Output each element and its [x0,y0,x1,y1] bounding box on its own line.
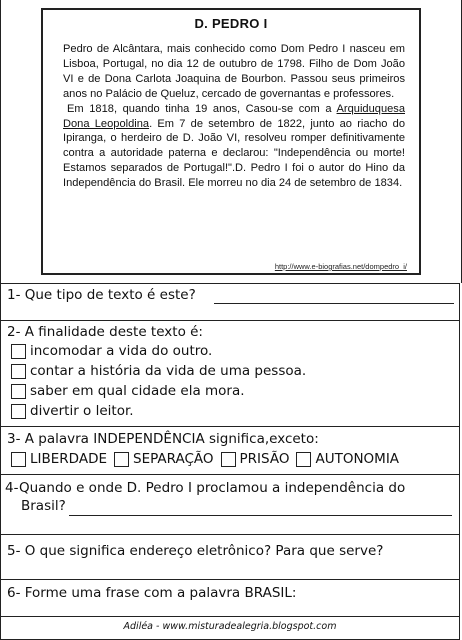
link-arquiduquesa[interactable]: Arquiduquesa [336,102,405,115]
question-4 [0,474,460,534]
option-label: incomodar a vida do outro. [30,343,213,359]
reading-section [0,0,462,283]
option-2-1[interactable] [11,343,212,359]
option-3-3[interactable] [221,451,290,467]
paragraph-2-end: . Em 7 de setembro de 1822, junto ao riacho do Ipiranga, o herdeiro de D. João VI, resolveu romper definitivamente contra a autoridade paterna e declarou: "Independência ou morte! Estamos separados de Portugal!".D. Pedro I foi o autor do Hino da Independência do Brasil. Ele morreu no dia 24 de setembro de 1834. [63,117,405,190]
option-label: AUTONOMIA [315,451,400,467]
question-4-line-1: 4-Quando e onde D. Pedro I proclamou a independência do [5,480,406,496]
paragraph-2-start: Em 1818, quando tinha 19 anos, Casou-se com a [67,102,337,115]
option-3-1[interactable] [11,451,107,467]
question-3 [0,426,460,474]
question-2-text: 2- A finalidade deste texto é: [7,324,203,340]
source-link[interactable]: http://www.e-biografias.net/dompedro_i/ [274,262,407,271]
checkbox[interactable] [11,404,26,419]
checkbox[interactable] [11,344,26,359]
answer-line-1[interactable] [214,303,454,304]
question-5-text: 5- O que significa endereço eletrônico? Para que serve? [7,543,384,559]
question-1 [0,283,460,320]
biography-paragraph-1: Pedro de Alcântara, mais conhecido como Dom Pedro I nasceu em Lisboa, Portugal, no dia 12 de outubro de 1798. Filho de Dom João VI e de Dona Carlota Joaquina de Bourbon. Passou seus primeiros anos no Palácio de Queluz, cercado de governantas e professores. [63,43,405,100]
question-2 [0,320,460,426]
option-2-4[interactable] [11,403,134,419]
biography-box [41,8,421,275]
option-label: divertir o leitor. [30,403,134,419]
question-4-line-2: Brasil? [21,498,66,514]
answer-line-4[interactable] [69,515,452,516]
biography-text [63,42,405,191]
question-3-text: 3- A palavra INDEPENDÊNCIA significa,exceto: [7,431,319,447]
link-dona-leopoldina[interactable]: Dona Leopoldina [63,117,150,130]
biography-title: D. PEDRO I [194,16,268,31]
option-3-4[interactable] [296,451,399,467]
question-5 [0,534,460,579]
option-label: contar a história da vida de uma pessoa. [30,363,307,379]
checkbox[interactable] [221,452,236,467]
option-label: LIBERDADE [30,451,107,467]
option-label: saber em qual cidade ela mora. [30,383,245,399]
question-6-text: 6- Forme uma frase com a palavra BRASIL: [7,585,297,601]
checkbox[interactable] [114,452,129,467]
checkbox[interactable] [11,384,26,399]
option-2-2[interactable] [11,363,306,379]
option-3-2[interactable] [114,451,214,467]
checkbox[interactable] [296,452,311,467]
question-1-text: 1- Que tipo de texto é este? [7,287,196,303]
checkbox[interactable] [11,452,26,467]
question-6 [0,579,460,616]
checkbox[interactable] [11,364,26,379]
options-row-3 [11,451,406,467]
footer-credit: Adiléa - www.misturadealegria.blogspot.com [0,616,460,640]
option-label: SEPARAÇÃO [133,451,214,467]
biography-paragraph-2 [63,102,405,191]
option-2-3[interactable] [11,383,245,399]
option-label: PRISÃO [239,451,290,467]
